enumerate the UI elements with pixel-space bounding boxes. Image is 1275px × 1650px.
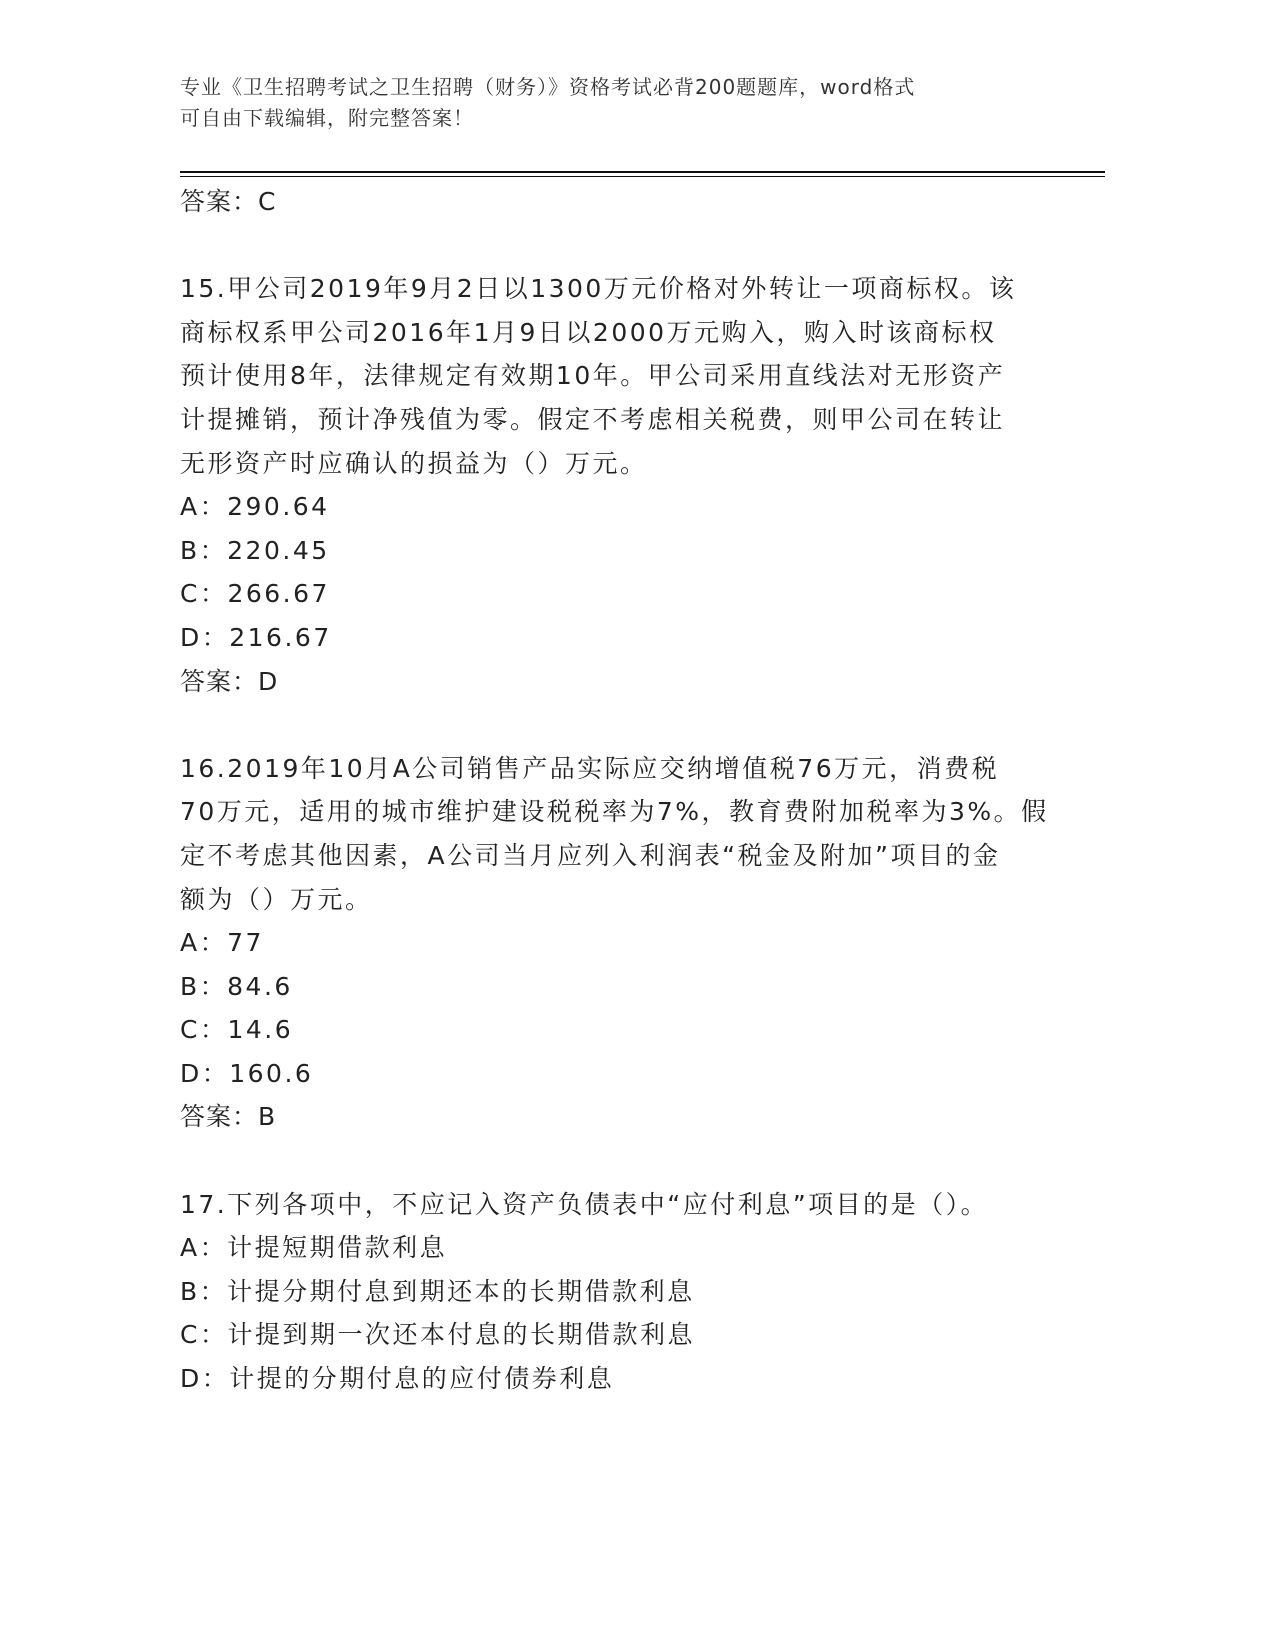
question-text: 额为（）万元。 <box>180 884 373 914</box>
header-rule <box>180 171 1105 173</box>
question-17 <box>180 1183 1080 1401</box>
question-text: 计提摊销，预计净残值为零。假定不考虑相关税费，则甲公司在转让 <box>180 404 1006 434</box>
option-d: D：216.67 <box>180 622 332 652</box>
option-d: D：160.6 <box>180 1058 314 1088</box>
option-b: B：84.6 <box>180 971 293 1001</box>
header-line: 专业《卫生招聘考试之卫生招聘（财务）》资格考试必背200题题库，word格式 <box>180 75 916 99</box>
option-b: B：220.45 <box>180 535 330 565</box>
question-16 <box>180 747 1080 1139</box>
question-text: 预计使用8年，法律规定有效期10年。甲公司采用直线法对无形资产 <box>180 361 1006 391</box>
option-c: C：14.6 <box>180 1015 294 1045</box>
question-text: 15.甲公司2019年9月2日以1300万元价格对外转让一项商标权。该 <box>180 274 1017 304</box>
question-text: 无形资产时应确认的损益为（）万元。 <box>180 448 648 478</box>
question-text: 16.2019年10月A公司销售产品实际应交纳增值税76万元，消费税 <box>180 753 1000 783</box>
option-a: A：290.64 <box>180 492 330 522</box>
option-d: D：计提的分期付息的应付债券利息 <box>180 1364 615 1394</box>
answer: 答案：D <box>180 666 279 696</box>
question-text: 17.下列各项中，不应记入资产负债表中“应付利息”项目的是（）。 <box>180 1189 989 1219</box>
option-a: A：77 <box>180 928 264 958</box>
document-body <box>180 180 1080 1401</box>
option-c: C：266.67 <box>180 579 330 609</box>
question-text: 定不考虑其他因素，A公司当月应列入利润表“税金及附加”项目的金 <box>180 840 1001 870</box>
option-a: A：计提短期借款利息 <box>180 1233 448 1263</box>
header-rule <box>180 176 1105 177</box>
question-text: 商标权系甲公司2016年1月9日以2000万元购入，购入时该商标权 <box>180 317 997 347</box>
option-b: B：计提分期付息到期还本的长期借款利息 <box>180 1276 695 1306</box>
header-line: 可自由下载编辑，附完整答案！ <box>180 106 474 130</box>
question-text: 70万元，适用的城市维护建设税税率为7%，教育费附加税率为3%。假 <box>180 797 1049 827</box>
answer: 答案：C <box>180 187 277 216</box>
document-header <box>180 72 1080 134</box>
answer: 答案：B <box>180 1102 277 1132</box>
question-15 <box>180 267 1080 703</box>
option-c: C：计提到期一次还本付息的长期借款利息 <box>180 1320 695 1350</box>
